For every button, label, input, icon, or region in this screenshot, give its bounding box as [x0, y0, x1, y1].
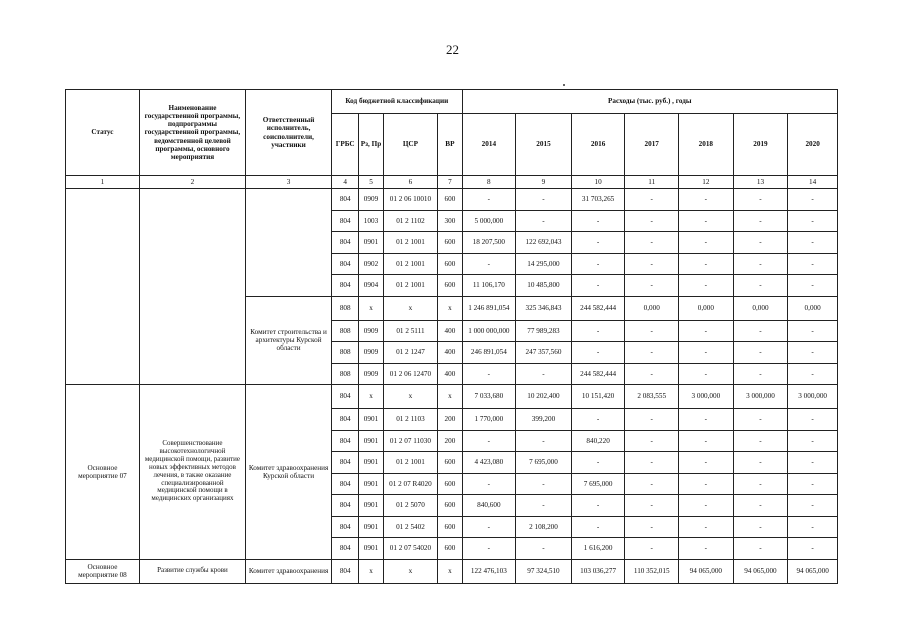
year-2017-cell: -: [625, 430, 679, 452]
year-2019-cell: -: [733, 409, 788, 431]
year-2016-cell: -: [571, 320, 625, 342]
year-2019-cell: 94 065,000: [733, 559, 788, 583]
year-2014-cell: 18 207,500: [462, 232, 516, 254]
year-2020-cell: -: [788, 538, 838, 560]
year-2014-cell: -: [462, 363, 516, 385]
year-2018-cell: -: [679, 275, 734, 297]
year-2018-cell: -: [679, 320, 734, 342]
executor-cell: Комитет здравоохранения: [246, 559, 332, 583]
year-2014-cell: -: [462, 189, 516, 211]
grbs-cell: 804: [332, 473, 359, 495]
year-2017-cell: -: [625, 275, 679, 297]
year-2019-cell: -: [733, 430, 788, 452]
name-cell: Развитие службы крови: [139, 559, 245, 583]
year-2018-cell: -: [679, 409, 734, 431]
grbs-cell: 804: [332, 232, 359, 254]
year-2020-cell: -: [788, 189, 838, 211]
year-2020-cell: -: [788, 495, 838, 517]
year-2016-cell: 244 582,444: [571, 363, 625, 385]
year-2014-cell: -: [462, 253, 516, 275]
csr-cell: 01 2 1001: [383, 253, 438, 275]
grbs-cell: 808: [332, 363, 359, 385]
csr-cell: 01 2 5402: [383, 516, 438, 538]
year-2016-cell: 840,220: [571, 430, 625, 452]
rzpr-cell: 0909: [359, 320, 383, 342]
rzpr-cell: 0901: [359, 516, 383, 538]
year-2015-cell: -: [516, 363, 572, 385]
grbs-cell: 804: [332, 409, 359, 431]
grbs-cell: 804: [332, 430, 359, 452]
name-cell-empty: [139, 189, 245, 385]
year-2016-cell: -: [571, 275, 625, 297]
header-grbs: ГРБС: [332, 114, 359, 176]
year-2014-cell: 246 891,054: [462, 342, 516, 364]
year-2017-cell: -: [625, 363, 679, 385]
grbs-cell: 804: [332, 452, 359, 474]
vr-cell: 200: [438, 409, 462, 431]
year-2016-cell: 7 695,000: [571, 473, 625, 495]
rzpr-cell: 0901: [359, 452, 383, 474]
column-number: 13: [733, 176, 788, 189]
year-2015-cell: -: [516, 430, 572, 452]
year-2019-cell: -: [733, 320, 788, 342]
year-2014-cell: 1 000 000,000: [462, 320, 516, 342]
header-year: 2017: [625, 114, 679, 176]
year-2016-cell: -: [571, 495, 625, 517]
csr-cell: 01 2 07 11030: [383, 430, 438, 452]
rzpr-cell: 0904: [359, 275, 383, 297]
header-rzpr: Рз, Пр: [359, 114, 383, 176]
year-2018-cell: -: [679, 452, 734, 474]
year-2015-cell: 7 695,000: [516, 452, 572, 474]
year-2015-cell: 325 346,843: [516, 296, 572, 320]
year-2017-cell: 0,000: [625, 296, 679, 320]
vr-cell: 400: [438, 320, 462, 342]
csr-cell: 01 2 1001: [383, 452, 438, 474]
header-year: 2019: [733, 114, 788, 176]
csr-cell: 01 2 07 54020: [383, 538, 438, 560]
year-2019-cell: -: [733, 253, 788, 275]
year-2020-cell: -: [788, 275, 838, 297]
year-2019-cell: -: [733, 538, 788, 560]
year-2018-cell: -: [679, 210, 734, 232]
year-2016-cell: 31 703,265: [571, 189, 625, 211]
header-year: 2014: [462, 114, 516, 176]
year-2015-cell: -: [516, 210, 572, 232]
vr-cell: 200: [438, 430, 462, 452]
executor-cell-empty: [246, 189, 332, 297]
column-number: 11: [625, 176, 679, 189]
csr-cell: 01 2 1001: [383, 232, 438, 254]
year-2014-cell: 1 246 891,054: [462, 296, 516, 320]
year-2015-cell: 10 485,800: [516, 275, 572, 297]
column-number: 14: [788, 176, 838, 189]
rzpr-cell: 0901: [359, 473, 383, 495]
column-number: 1: [66, 176, 140, 189]
year-2016-cell: -: [571, 253, 625, 275]
header-status: Статус: [66, 90, 140, 176]
rzpr-cell: 0909: [359, 189, 383, 211]
year-2018-cell: -: [679, 189, 734, 211]
column-number: 12: [679, 176, 734, 189]
year-2017-cell: -: [625, 516, 679, 538]
year-2017-cell: -: [625, 189, 679, 211]
vr-cell: 400: [438, 363, 462, 385]
year-2014-cell: -: [462, 538, 516, 560]
grbs-cell: 808: [332, 296, 359, 320]
vr-cell: 600: [438, 473, 462, 495]
year-2016-cell: 1 616,200: [571, 538, 625, 560]
grbs-cell: 804: [332, 495, 359, 517]
year-2018-cell: -: [679, 363, 734, 385]
year-2020-cell: -: [788, 516, 838, 538]
budget-table: [65, 89, 838, 584]
column-number: 10: [571, 176, 625, 189]
year-2018-cell: 0,000: [679, 296, 734, 320]
year-2015-cell: -: [516, 189, 572, 211]
rzpr-cell: x: [359, 385, 383, 409]
year-2020-cell: -: [788, 452, 838, 474]
year-2014-cell: 122 476,103: [462, 559, 516, 583]
year-2020-cell: -: [788, 320, 838, 342]
csr-cell: 01 2 1247: [383, 342, 438, 364]
year-2015-cell: 14 295,000: [516, 253, 572, 275]
status-cell-empty: [66, 189, 140, 385]
grbs-cell: 808: [332, 320, 359, 342]
csr-cell: x: [383, 385, 438, 409]
csr-cell: 01 2 1102: [383, 210, 438, 232]
year-2016-cell: -: [571, 516, 625, 538]
csr-cell: 01 2 06 12470: [383, 363, 438, 385]
header-year: 2015: [516, 114, 572, 176]
grbs-cell: 804: [332, 210, 359, 232]
rzpr-cell: 0901: [359, 430, 383, 452]
csr-cell: 01 2 1001: [383, 275, 438, 297]
year-2019-cell: -: [733, 452, 788, 474]
year-2015-cell: 10 202,400: [516, 385, 572, 409]
year-2020-cell: -: [788, 473, 838, 495]
year-2017-cell: -: [625, 452, 679, 474]
year-2017-cell: -: [625, 473, 679, 495]
year-2020-cell: -: [788, 210, 838, 232]
year-2020-cell: -: [788, 430, 838, 452]
year-2018-cell: -: [679, 430, 734, 452]
status-cell: Основное мероприятие 08: [66, 559, 140, 583]
year-2019-cell: -: [733, 473, 788, 495]
year-2018-cell: -: [679, 232, 734, 254]
year-2016-cell: 10 151,420: [571, 385, 625, 409]
rzpr-cell: 0909: [359, 363, 383, 385]
header-executor: Ответственный исполнитель, соисполнители, участники: [246, 90, 332, 176]
table-row: [66, 189, 838, 211]
rzpr-cell: x: [359, 559, 383, 583]
header-vr: ВР: [438, 114, 462, 176]
csr-cell: x: [383, 559, 438, 583]
year-2019-cell: 0,000: [733, 296, 788, 320]
column-number: 7: [438, 176, 462, 189]
year-2019-cell: -: [733, 516, 788, 538]
year-2014-cell: 1 770,000: [462, 409, 516, 431]
rzpr-cell: 0902: [359, 253, 383, 275]
rzpr-cell: x: [359, 296, 383, 320]
vr-cell: 600: [438, 495, 462, 517]
year-2015-cell: 97 324,510: [516, 559, 572, 583]
rzpr-cell: 0901: [359, 538, 383, 560]
year-2020-cell: -: [788, 253, 838, 275]
column-number: 6: [383, 176, 438, 189]
year-2019-cell: -: [733, 189, 788, 211]
column-number: 5: [359, 176, 383, 189]
year-2016-cell: 244 582,444: [571, 296, 625, 320]
year-2020-cell: -: [788, 342, 838, 364]
vr-cell: x: [438, 559, 462, 583]
column-number-row: [66, 176, 838, 189]
year-2015-cell: -: [516, 538, 572, 560]
csr-cell: 01 2 5070: [383, 495, 438, 517]
year-2014-cell: 4 423,080: [462, 452, 516, 474]
grbs-cell: 808: [332, 342, 359, 364]
grbs-cell: 804: [332, 559, 359, 583]
vr-cell: 600: [438, 275, 462, 297]
name-cell: Совершенствование высокотехнологичной медицинской помощи, развитие новых эффективных методов лечения, в также оказание специализированной медицинской помощи в медицинских организациях: [139, 385, 245, 560]
grbs-cell: 804: [332, 538, 359, 560]
year-2016-cell: -: [571, 409, 625, 431]
vr-cell: 400: [438, 342, 462, 364]
year-2017-cell: 2 083,555: [625, 385, 679, 409]
year-2020-cell: 94 065,000: [788, 559, 838, 583]
year-2014-cell: 7 033,680: [462, 385, 516, 409]
year-2019-cell: -: [733, 232, 788, 254]
year-2020-cell: -: [788, 409, 838, 431]
header-name: Наименование государственной программы, подпрограммы государственной программы, ведомственной целевой программы, основного мероприятия: [139, 90, 245, 176]
year-2015-cell: 2 108,200: [516, 516, 572, 538]
year-2019-cell: -: [733, 342, 788, 364]
year-2017-cell: 110 352,015: [625, 559, 679, 583]
header-year: 2020: [788, 114, 838, 176]
grbs-cell: 804: [332, 385, 359, 409]
csr-cell: 01 2 5111: [383, 320, 438, 342]
year-2015-cell: 122 692,043: [516, 232, 572, 254]
year-2014-cell: -: [462, 516, 516, 538]
rzpr-cell: 0901: [359, 409, 383, 431]
year-2017-cell: -: [625, 253, 679, 275]
rzpr-cell: 0901: [359, 232, 383, 254]
grbs-cell: 804: [332, 275, 359, 297]
year-2019-cell: -: [733, 363, 788, 385]
year-2015-cell: 399,200: [516, 409, 572, 431]
year-2017-cell: -: [625, 232, 679, 254]
page-number: 22: [446, 42, 459, 57]
table-row: [66, 385, 838, 409]
column-number: 9: [516, 176, 572, 189]
year-2017-cell: -: [625, 342, 679, 364]
year-2014-cell: 5 000,000: [462, 210, 516, 232]
year-2019-cell: 3 000,000: [733, 385, 788, 409]
grbs-cell: 804: [332, 253, 359, 275]
vr-cell: 600: [438, 516, 462, 538]
year-2020-cell: -: [788, 363, 838, 385]
csr-cell: x: [383, 296, 438, 320]
header-budget-code: Код бюджетной классификации: [332, 90, 463, 114]
year-2018-cell: -: [679, 538, 734, 560]
year-2014-cell: -: [462, 430, 516, 452]
year-2018-cell: -: [679, 495, 734, 517]
csr-cell: 01 2 1103: [383, 409, 438, 431]
year-2018-cell: -: [679, 516, 734, 538]
vr-cell: 600: [438, 253, 462, 275]
vr-cell: 600: [438, 189, 462, 211]
column-number: 2: [139, 176, 245, 189]
year-2018-cell: 3 000,000: [679, 385, 734, 409]
vr-cell: 600: [438, 452, 462, 474]
vr-cell: x: [438, 385, 462, 409]
year-2016-cell: -: [571, 232, 625, 254]
rzpr-cell: 0909: [359, 342, 383, 364]
year-2015-cell: -: [516, 495, 572, 517]
csr-cell: 01 2 07 R4020: [383, 473, 438, 495]
year-2015-cell: 247 357,560: [516, 342, 572, 364]
year-2020-cell: -: [788, 232, 838, 254]
vr-cell: 600: [438, 232, 462, 254]
year-2014-cell: 11 106,170: [462, 275, 516, 297]
year-2017-cell: -: [625, 538, 679, 560]
grbs-cell: 804: [332, 189, 359, 211]
rzpr-cell: 0901: [359, 495, 383, 517]
header-csr: ЦСР: [383, 114, 438, 176]
year-2016-cell: -: [571, 452, 625, 474]
year-2016-cell: -: [571, 210, 625, 232]
grbs-cell: 804: [332, 516, 359, 538]
executor-cell: Комитет здравоохранения Курской области: [246, 385, 332, 560]
column-number: 8: [462, 176, 516, 189]
status-cell: Основное мероприятие 07: [66, 385, 140, 560]
column-number: 3: [246, 176, 332, 189]
year-2018-cell: -: [679, 253, 734, 275]
year-2016-cell: -: [571, 342, 625, 364]
scan-dot: [563, 84, 565, 86]
year-2016-cell: 103 036,277: [571, 559, 625, 583]
table-row: [66, 559, 838, 583]
vr-cell: 300: [438, 210, 462, 232]
year-2017-cell: -: [625, 210, 679, 232]
year-2015-cell: -: [516, 473, 572, 495]
year-2015-cell: 77 989,283: [516, 320, 572, 342]
year-2017-cell: -: [625, 320, 679, 342]
year-2019-cell: -: [733, 495, 788, 517]
vr-cell: x: [438, 296, 462, 320]
year-2018-cell: -: [679, 342, 734, 364]
vr-cell: 600: [438, 538, 462, 560]
year-2019-cell: -: [733, 275, 788, 297]
year-2018-cell: -: [679, 473, 734, 495]
executor-cell: Комитет строительства и архитектуры Курской области: [246, 296, 332, 385]
year-2017-cell: -: [625, 409, 679, 431]
header-year: 2018: [679, 114, 734, 176]
year-2017-cell: -: [625, 495, 679, 517]
year-2020-cell: 0,000: [788, 296, 838, 320]
header-year: 2016: [571, 114, 625, 176]
year-2019-cell: -: [733, 210, 788, 232]
csr-cell: 01 2 06 10010: [383, 189, 438, 211]
rzpr-cell: 1003: [359, 210, 383, 232]
year-2020-cell: 3 000,000: [788, 385, 838, 409]
year-2014-cell: -: [462, 473, 516, 495]
year-2014-cell: 840,600: [462, 495, 516, 517]
year-2018-cell: 94 065,000: [679, 559, 734, 583]
column-number: 4: [332, 176, 359, 189]
header-expenses: Расходы (тыс. руб.) , годы: [462, 90, 837, 114]
